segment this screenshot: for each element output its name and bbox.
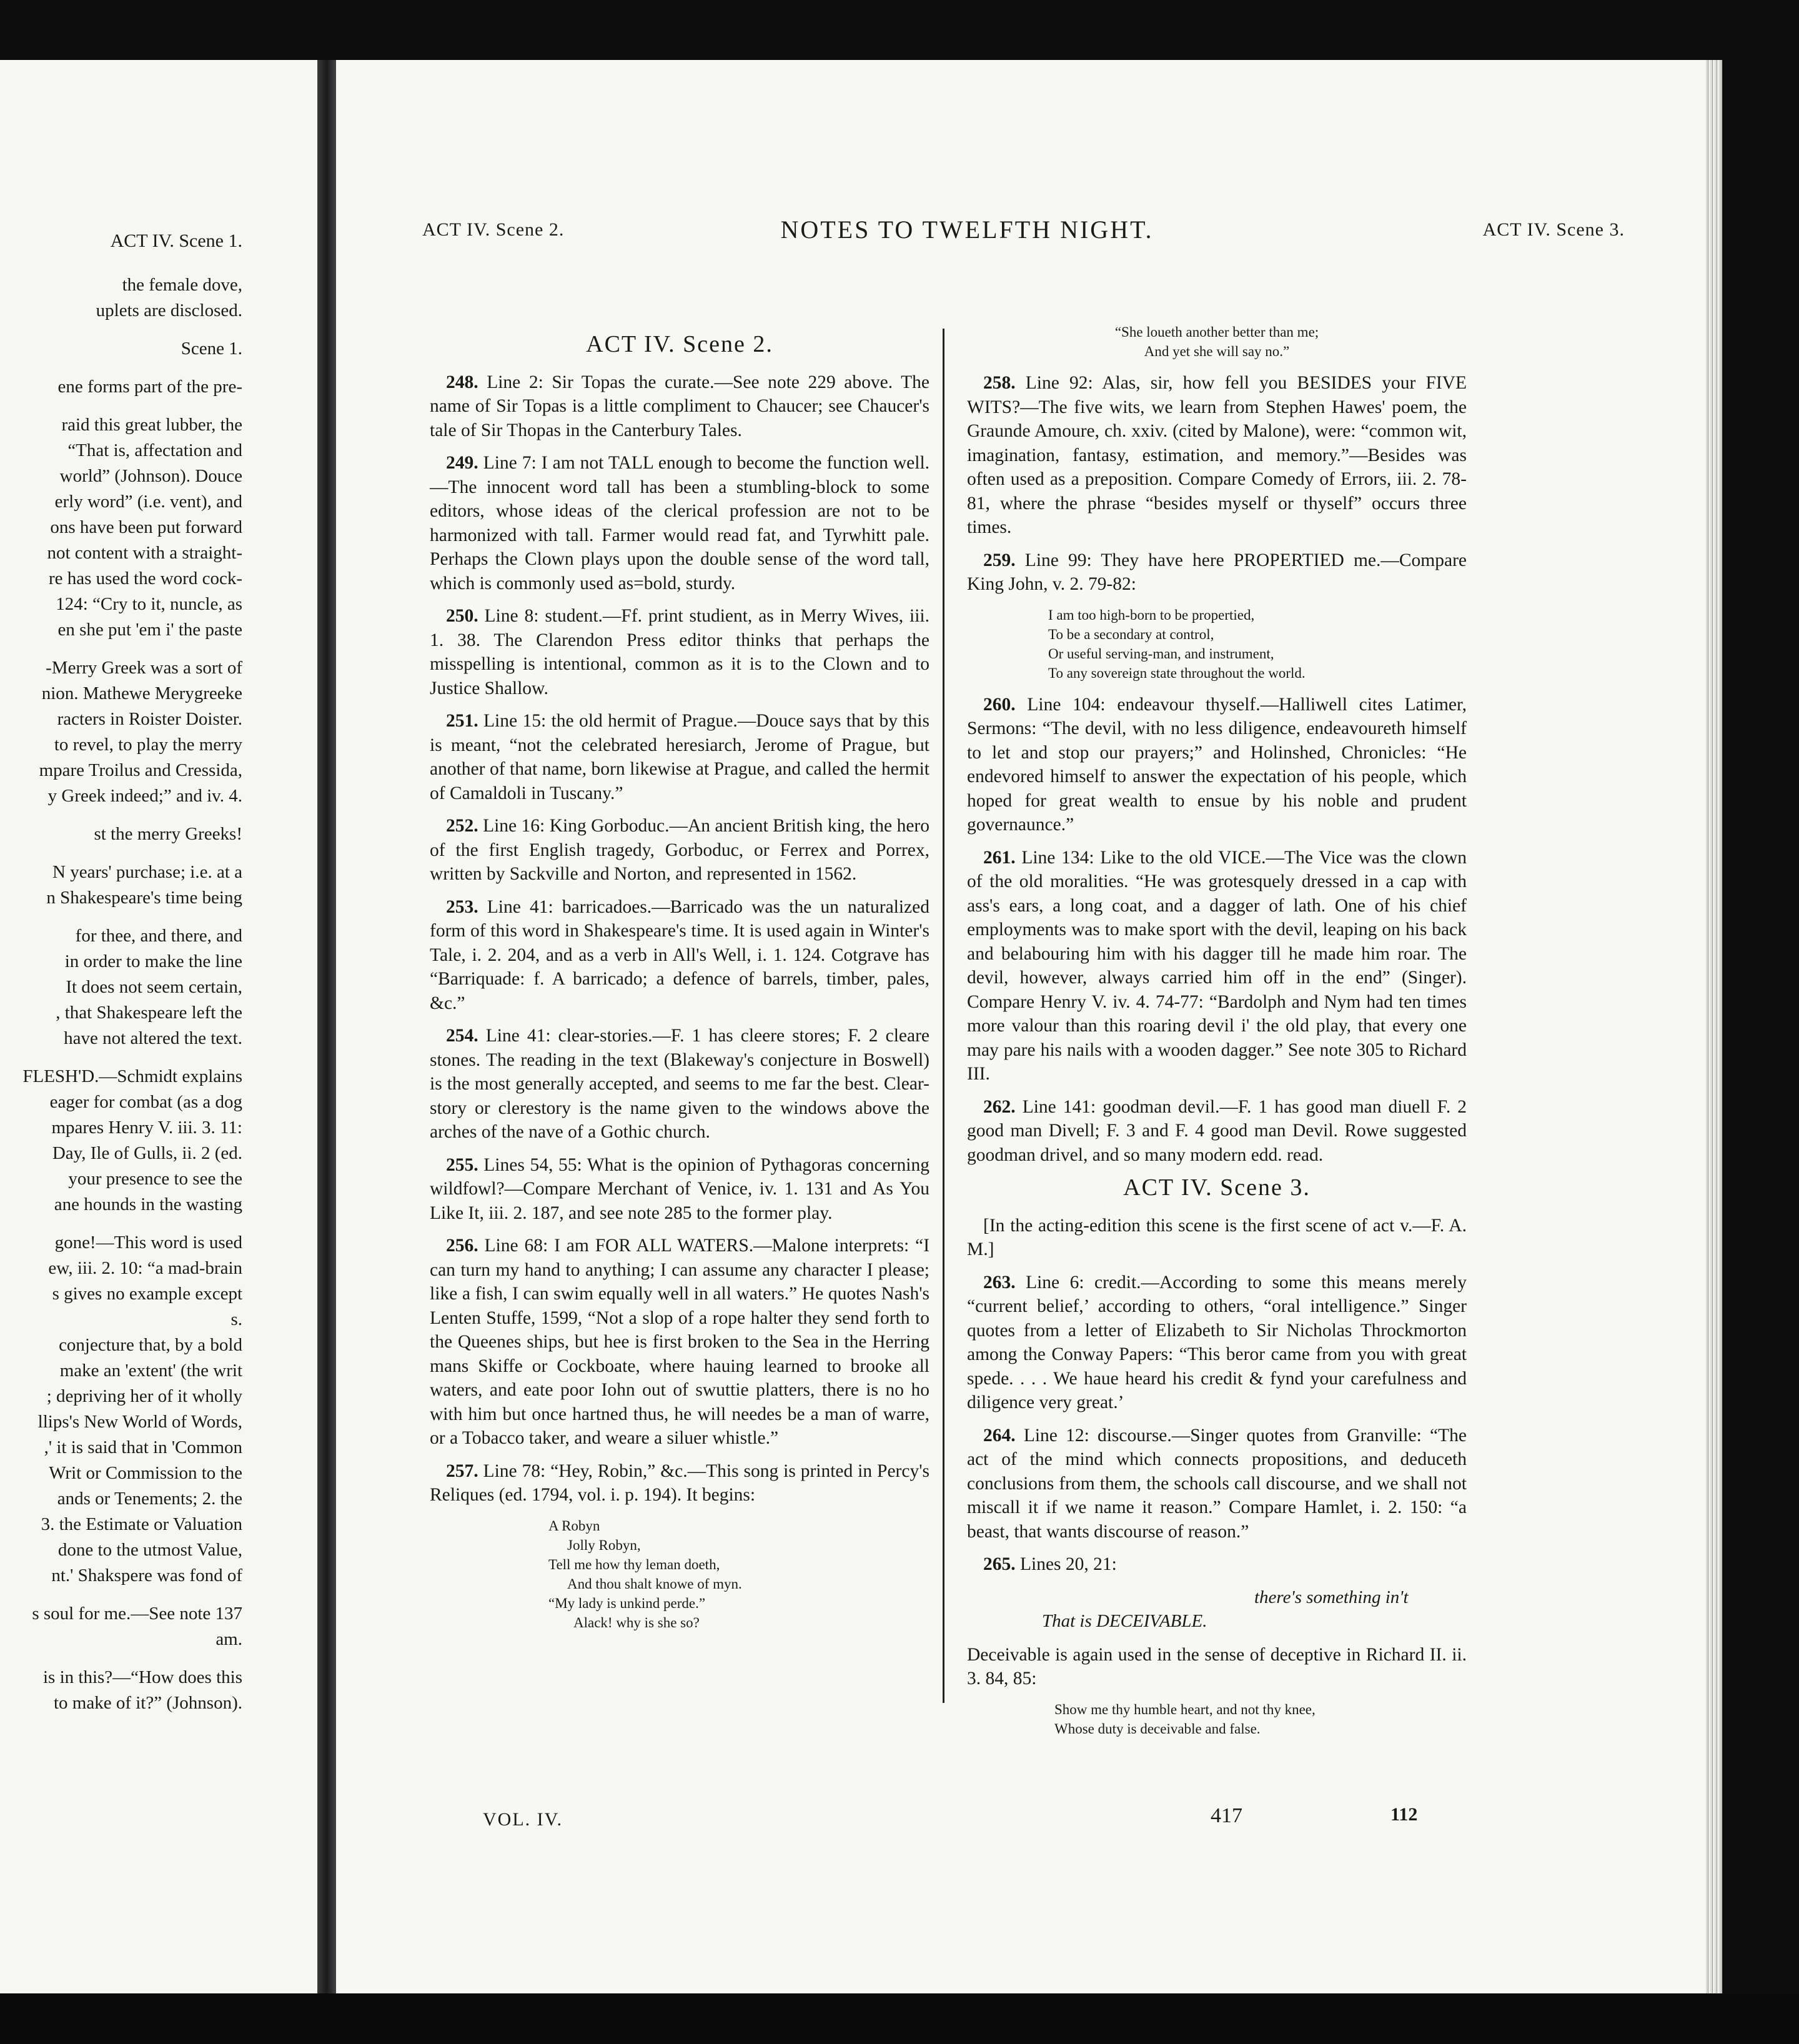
verse-line: Show me thy humble heart, and not thy knee, xyxy=(1054,1701,1316,1717)
left-page-line: “That is, affectation and xyxy=(67,440,242,460)
note-number: 260. xyxy=(983,694,1028,715)
note-number: 263. xyxy=(983,1272,1026,1292)
verse-line: I am too high-born to be propertied, xyxy=(1048,607,1255,623)
left-page-line: Writ or Commission to the xyxy=(49,1463,242,1483)
note-text: Line 16: King Gorboduc.—An ancient British king, the hero of the first English tragedy, Gorboduc, or Ferrex and Porrex, written by Sackville and Norton, and represented in 1562. xyxy=(430,816,929,884)
left-page-line: re has used the word cock- xyxy=(48,568,242,588)
verse-line: Tell me how thy leman doeth, xyxy=(548,1556,720,1572)
left-page-line: uplets are disclosed. xyxy=(96,300,242,320)
left-page-line: en she put 'em i' the paste xyxy=(57,620,242,640)
left-page-line: n Shakespeare's time being xyxy=(46,888,242,908)
left-page-fragment xyxy=(0,60,317,1993)
left-page-line: It does not seem certain, xyxy=(66,977,242,997)
note-number: 262. xyxy=(983,1096,1023,1117)
note-text: Line 2: Sir Topas the curate.—See note 229 above. The name of Sir Topas is a little compliment to Chaucer; see Chaucer's tale of Sir Thopas in the Canterbury Tales. xyxy=(430,372,929,440)
left-page-line: ands or Tenements; 2. the xyxy=(57,1489,242,1509)
left-page-line: st the merry Greeks! xyxy=(94,824,242,844)
left-page-line: have not altered the text. xyxy=(64,1028,242,1048)
note-entry xyxy=(967,846,1467,1086)
left-page-line: is in this?—“How does this xyxy=(43,1667,242,1687)
note-text: Line 8: student.—Ff. print studient, as in Merry Wives, iii. 1. 38. The Clarendon Press editor thinks that perhaps the misspelling is intentional, common as it is to the Clown and to Justice Shallow. xyxy=(430,606,930,698)
note-number: 249. xyxy=(446,453,483,473)
left-page-line: not content with a straight- xyxy=(47,543,242,563)
left-running-head: ACT IV. Scene 1. xyxy=(110,231,242,251)
left-page-line: ; depriving her of it wholly xyxy=(46,1386,242,1406)
left-page-line: s gives no example except xyxy=(52,1284,242,1304)
verse-block xyxy=(1042,1585,1467,1633)
verse-line: And yet she will say no.” xyxy=(1144,344,1290,359)
note-entry xyxy=(967,1271,1467,1415)
left-page-line: nion. Mathewe Merygreeke xyxy=(41,683,242,703)
verse-line: A Robyn xyxy=(548,1517,600,1534)
left-page-line: llips's New World of Words, xyxy=(37,1412,242,1432)
note-text: Line 6: credit.—According to some this means merely “current belief,’ according to others, “oral intelligence.” Singer quotes from a letter of Elizabeth to Sir Nicholas Throckmorton among the Conway Papers: “This beror came from you with great spede. . . . We haue heard his credit & fynd your carefulness and diligence very great.’ xyxy=(967,1272,1467,1412)
running-head-title: NOTES TO TWELFTH NIGHT. xyxy=(780,216,1154,244)
note-text: Lines 20, 21: xyxy=(1020,1554,1117,1574)
left-page-line: s soul for me.—See note 137 xyxy=(32,1604,242,1624)
note-number: 250. xyxy=(446,606,485,626)
note-entry xyxy=(430,1153,929,1226)
volume-label: VOL. IV. xyxy=(483,1809,563,1830)
verse-line: Or useful serving-man, and instrument, xyxy=(1048,645,1274,662)
left-page-line: , that Shakespeare left the xyxy=(56,1003,242,1023)
verse-block xyxy=(1048,605,1467,683)
note-text: Line 99: They have here PROPERTIED me.—Compare King John, v. 2. 79-82: xyxy=(967,550,1467,594)
running-head-right: ACT IV. Scene 3. xyxy=(1482,219,1625,240)
left-page-line: mpare Troilus and Cressida, xyxy=(39,760,242,780)
note-text: Line 7: I am not TALL enough to become the function well.—The innocent word tall has been a stumbling-block to some editors, whose ideas of the clerical profession are not to be harmonized with tall. Farmer would read fat, and Tyrwhitt pale. Perhaps the Clown plays upon the double sense of the word tall, which is commonly used as=bold, sturdy. xyxy=(430,453,930,593)
left-page-line: eager for combat (as a dog xyxy=(49,1092,242,1112)
left-page-line: erly word” (i.e. vent), and xyxy=(54,492,242,512)
note-entry xyxy=(430,1234,929,1451)
left-page-line: to make of it?” (Johnson). xyxy=(53,1693,242,1713)
verse-line: That is DECEIVABLE. xyxy=(1042,1610,1207,1631)
right-column xyxy=(967,324,1467,1749)
verse-block xyxy=(548,1516,929,1632)
left-page-line: N years' purchase; i.e. at a xyxy=(52,862,242,882)
note-text: Line 41: clear-stories.—F. 1 has cleere stores; F. 2 cleare stones. The reading in the text (Blakeway's conjecture in Boswell) is the most generally accepted, and seems to me far the best. Clear-story or clerestory is the name given to the windows above the arches of the nave of a Gothic church. xyxy=(430,1026,930,1142)
note-entry xyxy=(430,451,929,595)
note-number: 265. xyxy=(983,1554,1020,1574)
left-page-line: ew, iii. 2. 10: “a mad-brain xyxy=(48,1258,242,1278)
left-page-line: ons have been put forward xyxy=(50,517,242,537)
left-page-line: mpares Henry V. iii. 3. 11: xyxy=(51,1118,242,1138)
note-text: Line 12: discourse.—Singer quotes from Granville: “The act of the mind which connects propositions, and deduceth conclusions from them, the schools call discourse, and we shall not miscall it if we name it reason.” Compare Hamlet, i. 2. 150: “a beast, that wants discourse of reason.” xyxy=(967,1425,1467,1542)
left-page-line: the female dove, xyxy=(122,275,242,295)
notes-list xyxy=(967,693,1467,1168)
scan-border xyxy=(0,1993,1799,2044)
note-entry xyxy=(967,1424,1467,1544)
left-page-line: nt.' Shakspere was fond of xyxy=(51,1565,242,1585)
scene-heading: ACT IV. Scene 2. xyxy=(586,331,773,357)
note-entry xyxy=(430,709,929,805)
left-page-line: in order to make the line xyxy=(64,951,242,971)
left-page-line: -Merry Greek was a sort of xyxy=(46,658,242,678)
left-page-line: your presence to see the xyxy=(68,1169,242,1189)
note-entry xyxy=(967,371,1467,540)
left-page-line: raid this great lubber, the xyxy=(61,415,242,435)
left-page-line: am. xyxy=(216,1629,242,1649)
left-page-line: 124: “Cry to it, nuncle, as xyxy=(56,594,242,614)
note-text: Deceivable is again used in the sense of deceptive in Richard II. ii. 3. 84, 85: xyxy=(967,1644,1467,1689)
left-page-line: done to the utmost Value, xyxy=(57,1540,242,1560)
note-number: 256. xyxy=(446,1236,485,1256)
scene-heading: ACT IV. Scene 3. xyxy=(1123,1174,1311,1201)
note-entry xyxy=(430,1459,929,1507)
left-page-line: Day, Ile of Gulls, ii. 2 (ed. xyxy=(52,1143,242,1163)
note-number: 253. xyxy=(446,896,487,917)
left-column xyxy=(430,329,929,1642)
left-page-line: racters in Roister Doister. xyxy=(57,709,242,729)
left-page-line: gone!—This word is used xyxy=(54,1233,242,1253)
stage-note: [In the acting-edition this scene is the first scene of act v.—F. A. M.] xyxy=(967,1215,1467,1259)
note-number: 257. xyxy=(446,1461,483,1481)
verse-line: To any sovereign state throughout the world. xyxy=(1048,665,1306,681)
verse-line: Alack! why is she so? xyxy=(573,1614,700,1630)
note-text: Line 141: goodman devil.—F. 1 has good man diuell F. 2 good man Divell; F. 3 and F. 4 good man Devil. Rowe suggested goodman drivel, and so many modern edd. read. xyxy=(967,1096,1467,1165)
page-edges xyxy=(1706,60,1722,1993)
note-entry xyxy=(967,1552,1467,1577)
verse-line: Jolly Robyn, xyxy=(567,1537,641,1553)
note-text: Line 92: Alas, sir, how fell you BESIDES your FIVE WITS?—The five wits, we learn from Stephen Hawes' poem, the Graunde Amoure, ch. xxiv. (cited by Malone), were: “common wit, imagination, fantasy, estimation, and memory.”—Besides was often used as a preposition. Compare Comedy of Errors, iii. 2. 78-81, where the phrase “besides myself or thyself” occurs three times. xyxy=(967,373,1467,537)
note-text: Line 41: barricadoes.—Barricado was the un naturalized form of this word in Shakespeare's time. It is used again in Winter's Tale, i. 2. 204, and as a verb in All's Well, i. 1. 124. Cotgrave has “Barriquade: f. A barricado; a defence of barrels, timber, pales, &c.” xyxy=(430,896,929,1013)
note-number: 255. xyxy=(446,1154,484,1175)
notes-list xyxy=(430,370,929,1507)
note-number: 258. xyxy=(983,373,1026,393)
note-entry xyxy=(967,693,1467,837)
note-text: Line 15: the old hermit of Prague.—Douce says that by this is meant, “not the celebrated heresiarch, Jerome of Prague, but another of that name, born likewise at Prague, and called the hermit of Camaldoli in Tuscany.” xyxy=(430,711,930,803)
note-text: Line 68: I am FOR ALL WATERS.—Malone interprets: “I can turn my hand to anything; I can assume any character I please; like a fish, I can swim equally well in all waters.” He quotes Nash's Lenten Stuffe, 1599, “Not a slop of a rope halter they send forth to the Queenes ships, but hee is first broken to the Sea in the Herring mans Skiffe or Cockboate, where hauing learned to brooke all waters, and eate poor Iohn out of swuttie platters, there is no ho with him but once hartned thus, he will needes be a man of warre, or a Tobacco taker, and weare a siluer whistle.” xyxy=(430,1236,930,1448)
left-page-line: conjecture that, by a bold xyxy=(59,1335,242,1355)
note-text: Line 104: endeavour thyself.—Halliwell cites Latimer, Sermons: “The devil, with no less diligence, endeavoureth himself to let and stop our prayers;” and Holinshed, Chronicles: “He endevored himself to answer the expectation of his people, which hoped for great wealth to ensue by his noble and prudent governaunce.” xyxy=(967,694,1467,835)
note-entry xyxy=(967,1095,1467,1168)
verse-line: Whose duty is deceivable and false. xyxy=(1054,1720,1261,1737)
verse-line: “My lady is unkind perde.” xyxy=(548,1595,706,1611)
left-page-line: ene forms part of the pre- xyxy=(57,377,242,397)
note-number: 264. xyxy=(983,1425,1024,1446)
left-page-line: s. xyxy=(230,1309,242,1329)
note-entry xyxy=(430,814,929,886)
left-page-line: for thee, and there, and xyxy=(75,926,242,946)
verse-line: there's something in't xyxy=(1254,1587,1409,1607)
note-entry xyxy=(967,548,1467,597)
note-number: 252. xyxy=(446,816,483,836)
left-page-line: make an 'extent' (the writ xyxy=(59,1361,242,1381)
note-number: 251. xyxy=(446,711,484,731)
note-entry xyxy=(430,370,929,443)
note-number: 254. xyxy=(446,1026,486,1046)
running-head-left: ACT IV. Scene 2. xyxy=(422,219,565,240)
verse-line: “She loueth another better than me; xyxy=(1114,324,1319,340)
left-page-line: ,' it is said that in 'Common xyxy=(44,1437,242,1457)
verse-line: To be a secondary at control, xyxy=(1048,626,1214,642)
left-page-line: world” (Johnson). Douce xyxy=(59,466,242,486)
note-number: 259. xyxy=(983,550,1025,570)
note-entry xyxy=(430,604,929,700)
note-text: Line 134: Like to the old VICE.—The Vice was the clown of the old moralities. “He was grotesquely dressed in a cap with ass's ears, a long coat, and a dagger of lath. One of his chief employments was to make sport with the devil, leaping on his back and belabouring him with his dagger till he made him roar. The devil, however, always carried him off in the end” (Singer). Compare Henry V. iv. 4. 74-77: “Bardolph and Nym had ten times more valour than this roaring devil i' the old play, that every one may pare his nails with a wooden dagger.” See note 305 to Richard III. xyxy=(967,847,1467,1084)
left-page-line: 3. the Estimate or Valuation xyxy=(41,1514,242,1534)
column-rule xyxy=(943,329,944,1703)
signature-mark: 112 xyxy=(1390,1804,1418,1825)
note-number: 261. xyxy=(983,847,1022,868)
verse-block xyxy=(1054,1700,1467,1739)
note-number: 248. xyxy=(446,372,487,392)
left-page-line: y Greek indeed;” and iv. 4. xyxy=(47,786,242,806)
note-text: Line 78: “Hey, Robin,” &c.—This song is printed in Percy's Reliques (ed. 1794, vol. i. p. 194). It begins: xyxy=(430,1461,929,1505)
note-entry xyxy=(430,1024,929,1144)
notes-list xyxy=(967,1271,1467,1577)
note-entry xyxy=(430,895,929,1016)
verse-line: And thou shalt knowe of myn. xyxy=(567,1575,742,1592)
left-page-line: Scene 1. xyxy=(181,339,242,359)
main-page xyxy=(336,60,1706,1993)
notes-list xyxy=(967,371,1467,597)
page-number: 417 xyxy=(1211,1804,1242,1827)
left-page-line: FLESH'D.—Schmidt explains xyxy=(22,1066,242,1086)
note-text: Lines 54, 55: What is the opinion of Pythagoras concerning wildfowl?—Compare Merchant of Venice, iv. 1. 131 and As You Like It, iii. 2. 187, and see note 285 to the former play. xyxy=(430,1154,929,1223)
left-page-line: to revel, to play the merry xyxy=(54,735,242,755)
book-gutter xyxy=(317,60,336,1993)
verse-block xyxy=(967,322,1467,361)
left-page-line: ane hounds in the wasting xyxy=(54,1194,242,1214)
